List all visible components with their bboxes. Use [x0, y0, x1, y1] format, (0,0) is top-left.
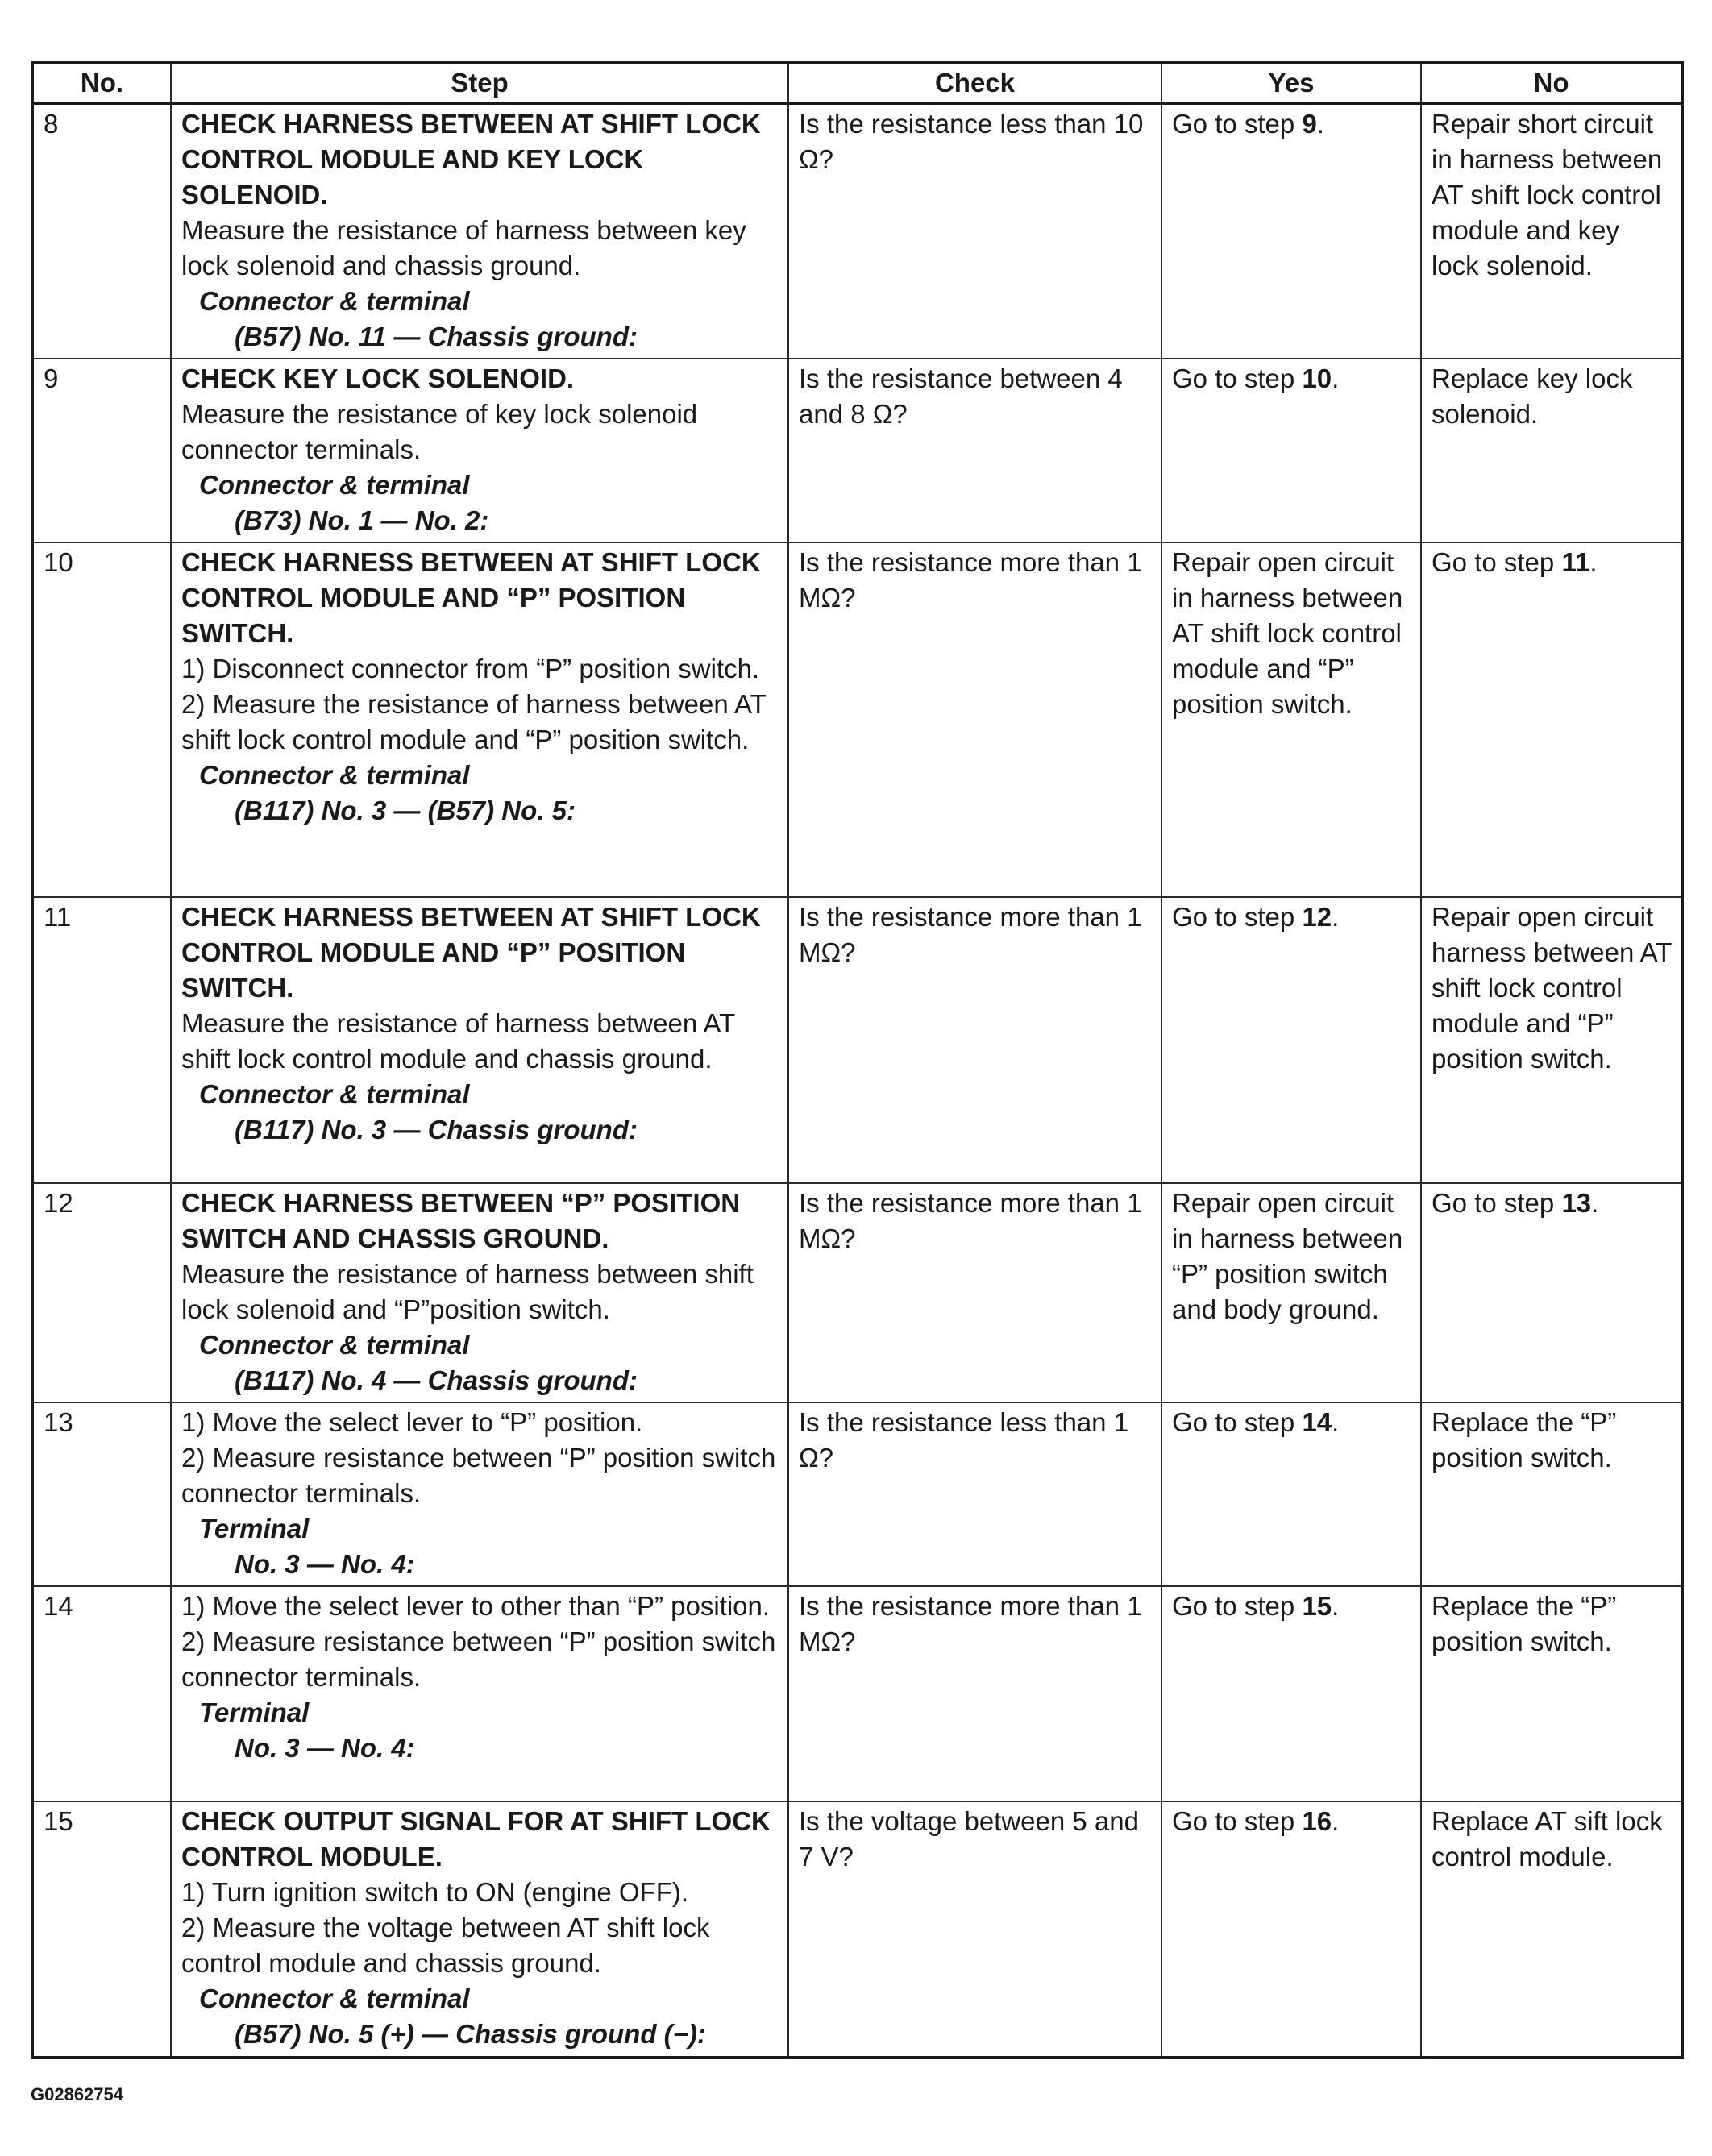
table-row — [32, 359, 1682, 542]
yes-step-reference: 15 — [1302, 1591, 1332, 1621]
yes-action-text: Repair open circuit in harness between AT shift lock control module and “P” position switch. — [1172, 547, 1403, 719]
no-action-text: Replace the “P” position switch. — [1432, 1591, 1617, 1656]
connector-label: Connector & terminal — [199, 470, 470, 500]
yes-action — [1161, 103, 1421, 359]
check-question: Is the resistance less than 1 Ω? — [788, 1402, 1161, 1586]
no-action-suffix: . — [1589, 547, 1598, 577]
step-description — [171, 897, 788, 1183]
step-number: 10 — [32, 542, 171, 897]
header-step: Step — [171, 63, 788, 103]
check-question: Is the resistance between 4 and 8 Ω? — [788, 359, 1161, 542]
yes-action — [1161, 897, 1421, 1183]
yes-action-text: Repair open circuit in harness between “P” position switch and body ground. — [1172, 1188, 1403, 1324]
header-yes: Yes — [1161, 63, 1421, 103]
check-question: Is the resistance more than 1 MΩ? — [788, 897, 1161, 1183]
check-question: Is the resistance more than 1 MΩ? — [788, 1586, 1161, 1801]
step-instruction: Measure the resistance of harness between AT shift lock control module and chassis ground. — [181, 1008, 735, 1074]
connector-label: Connector & terminal — [199, 1079, 470, 1109]
step-instruction: Measure the resistance of harness between shift lock solenoid and “P”position switch. — [181, 1259, 754, 1324]
step-description — [171, 1586, 788, 1801]
table-row — [32, 897, 1682, 1183]
step-description — [171, 1183, 788, 1402]
step-number: 15 — [32, 1801, 171, 2058]
header-no-result: No — [1421, 63, 1682, 103]
yes-action-text: Go to step — [1172, 902, 1303, 932]
step-instruction: Measure the resistance of key lock solenoid connector terminals. — [181, 399, 698, 464]
yes-action-suffix: . — [1332, 1407, 1340, 1437]
no-step-reference: 11 — [1561, 547, 1590, 577]
connector-label: Terminal — [199, 1514, 310, 1543]
step-title: CHECK HARNESS BETWEEN AT SHIFT LOCK CONTROL MODULE AND “P” POSITION SWITCH. — [181, 547, 761, 648]
step-number: 12 — [32, 1183, 171, 1402]
step-instruction: 1) Disconnect connector from “P” position switch. — [181, 654, 760, 683]
yes-action — [1161, 1801, 1421, 2058]
yes-step-reference: 14 — [1302, 1407, 1332, 1437]
yes-action — [1161, 359, 1421, 542]
table-row — [32, 1586, 1682, 1801]
no-action — [1421, 1183, 1682, 1402]
yes-action-text: Go to step — [1172, 363, 1303, 393]
check-question: Is the voltage between 5 and 7 V? — [788, 1801, 1161, 2058]
yes-action-text: Go to step — [1172, 109, 1303, 139]
check-question: Is the resistance less than 10 Ω? — [788, 103, 1161, 359]
yes-action-text: Go to step — [1172, 1591, 1303, 1621]
no-action-text: Go to step — [1432, 547, 1562, 577]
no-action — [1421, 897, 1682, 1183]
table-row — [32, 1402, 1682, 1586]
connector-terminals: (B57) No. 5 (+) — Chassis ground (−): — [235, 2019, 706, 2049]
check-question: Is the resistance more than 1 MΩ? — [788, 542, 1161, 897]
connector-label: Connector & terminal — [199, 286, 470, 316]
step-instruction: 1) Move the select lever to other than “P” position. — [181, 1591, 771, 1621]
yes-step-reference: 12 — [1302, 902, 1332, 932]
connector-terminals: No. 3 — No. 4: — [235, 1549, 415, 1579]
table-row — [32, 1801, 1682, 2058]
yes-action — [1161, 1183, 1421, 1402]
header-row — [32, 63, 1682, 103]
no-action — [1421, 359, 1682, 542]
figure-code: G02862754 — [31, 2084, 123, 2104]
step-description — [171, 1801, 788, 2058]
no-action — [1421, 1402, 1682, 1586]
no-step-reference: 13 — [1561, 1188, 1592, 1218]
step-number: 11 — [32, 897, 171, 1183]
header-check: Check — [788, 63, 1161, 103]
no-action — [1421, 542, 1682, 897]
step-number: 14 — [32, 1586, 171, 1801]
check-question: Is the resistance more than 1 MΩ? — [788, 1183, 1161, 1402]
step-number: 9 — [32, 359, 171, 542]
yes-step-reference: 10 — [1302, 363, 1332, 393]
connector-terminals: (B117) No. 3 — (B57) No. 5: — [235, 796, 576, 825]
yes-action-text: Go to step — [1172, 1806, 1303, 1836]
step-title: CHECK HARNESS BETWEEN AT SHIFT LOCK CONTROL MODULE AND KEY LOCK SOLENOID. — [181, 109, 761, 210]
yes-action-suffix: . — [1332, 1591, 1340, 1621]
step-description — [171, 103, 788, 359]
table-row — [32, 542, 1682, 897]
step-description — [171, 1402, 788, 1586]
no-action-suffix: . — [1591, 1188, 1599, 1218]
header-no: No. — [32, 63, 171, 103]
no-action-text: Replace the “P” position switch. — [1432, 1407, 1617, 1473]
connector-label: Connector & terminal — [199, 760, 470, 790]
connector-terminals: (B117) No. 3 — Chassis ground: — [235, 1115, 638, 1144]
diagnostic-table — [31, 61, 1684, 2059]
yes-action — [1161, 542, 1421, 897]
table-row — [32, 103, 1682, 359]
yes-action-suffix: . — [1316, 109, 1324, 139]
connector-terminals: (B57) No. 11 — Chassis ground: — [235, 322, 638, 351]
no-action-text: Replace key lock solenoid. — [1432, 363, 1633, 429]
yes-action-suffix: . — [1332, 1806, 1340, 1836]
connector-label: Terminal — [199, 1697, 310, 1727]
yes-action-suffix: . — [1332, 902, 1340, 932]
no-action-text: Repair open circuit harness between AT shift lock control module and “P” position switch. — [1432, 902, 1672, 1074]
yes-action-suffix: . — [1332, 363, 1340, 393]
connector-label: Connector & terminal — [199, 1330, 470, 1360]
no-action — [1421, 1586, 1682, 1801]
no-action-text: Repair short circuit in harness between AT shift lock control module and key lock solenoid. — [1432, 109, 1663, 280]
diagnostic-page — [31, 61, 1681, 2059]
step-description — [171, 359, 788, 542]
connector-terminals: (B117) No. 4 — Chassis ground: — [235, 1365, 638, 1395]
step-number: 8 — [32, 103, 171, 359]
step-instruction: 2) Measure resistance between “P” position switch connector terminals. — [181, 1626, 776, 1692]
step-instruction: 2) Measure the resistance of harness between AT shift lock control module and “P” position switch. — [181, 689, 767, 754]
no-action-text: Replace AT sift lock control module. — [1432, 1806, 1663, 1871]
step-title: CHECK HARNESS BETWEEN AT SHIFT LOCK CONTROL MODULE AND “P” POSITION SWITCH. — [181, 902, 761, 1003]
yes-action-text: Go to step — [1172, 1407, 1303, 1437]
step-instruction: 1) Move the select lever to “P” position. — [181, 1407, 643, 1437]
no-action-text: Go to step — [1432, 1188, 1562, 1218]
yes-action — [1161, 1402, 1421, 1586]
connector-terminals: (B73) No. 1 — No. 2: — [235, 505, 489, 535]
step-instruction: 1) Turn ignition switch to ON (engine OFF). — [181, 1877, 689, 1907]
yes-step-reference: 9 — [1302, 109, 1317, 139]
table-row — [32, 1183, 1682, 1402]
table-body — [32, 103, 1682, 2058]
yes-step-reference: 16 — [1302, 1806, 1332, 1836]
no-action — [1421, 103, 1682, 359]
step-title: CHECK OUTPUT SIGNAL FOR AT SHIFT LOCK CONTROL MODULE. — [181, 1806, 771, 1871]
step-instruction: 2) Measure the voltage between AT shift lock control module and chassis ground. — [181, 1913, 710, 1978]
step-instruction: Measure the resistance of harness between key lock solenoid and chassis ground. — [181, 215, 746, 280]
step-title: CHECK KEY LOCK SOLENOID. — [181, 363, 575, 393]
step-number: 13 — [32, 1402, 171, 1586]
step-title: CHECK HARNESS BETWEEN “P” POSITION SWITCH AND CHASSIS GROUND. — [181, 1188, 741, 1253]
connector-label: Connector & terminal — [199, 1984, 470, 2013]
step-description — [171, 542, 788, 897]
yes-action — [1161, 1586, 1421, 1801]
no-action — [1421, 1801, 1682, 2058]
connector-terminals: No. 3 — No. 4: — [235, 1733, 415, 1763]
step-instruction: 2) Measure resistance between “P” position switch connector terminals. — [181, 1443, 776, 1508]
